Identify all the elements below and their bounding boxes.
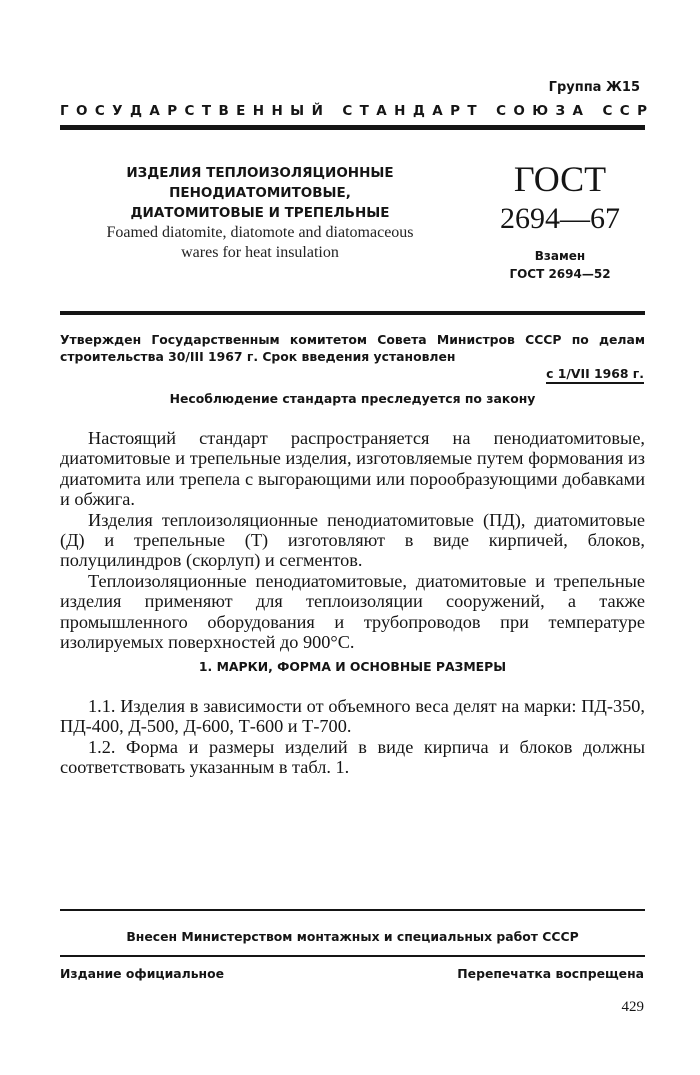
title-line-ru: ПЕНОДИАТОМИТОВЫЕ,: [169, 185, 351, 201]
section-body: [60, 696, 645, 778]
replaces-label: Взамен: [534, 249, 586, 263]
gost-label: ГОСТ: [513, 159, 607, 199]
title-line-ru: ИЗДЕЛИЯ ТЕПЛОИЗОЛЯЦИОННЫЕ: [126, 165, 394, 181]
title-block: [60, 163, 460, 263]
replaces-standard: ГОСТ 2694—52: [509, 267, 611, 281]
approval-text: Утвержден Государственным комитетом Совета Министров СССР по делам строительства 30/III 1967 г. Срок введения установлен: [60, 332, 645, 364]
paragraph: 1.1. Изделия в зависимости от объемного веса делят на марки: ПД-350, ПД-400, Д-500, Д-600, Т-600 и Т-700.: [60, 696, 645, 737]
reprint-notice: Перепечатка воспрещена: [457, 966, 644, 981]
footer-rule: [60, 955, 645, 957]
intro-section: [60, 428, 645, 652]
legal-warning: Несоблюдение стандарта преследуется по закону: [169, 391, 536, 406]
section-heading: 1. МАРКИ, ФОРМА И ОСНОВНЫЕ РАЗМЕРЫ: [198, 659, 507, 674]
title-line-en: Foamed diatomite, diatomote and diatomaceous: [106, 224, 414, 241]
title-line-ru: ДИАТОМИТОВЫЕ И ТРЕПЕЛЬНЫЕ: [130, 205, 390, 221]
paragraph: Теплоизоляционные пенодиатомитовые, диатомитовые и трепельные изделия применяют для теплоизоляции сооружений, а также промышленного оборудования и трубопроводов при температуре изолируемых поверхностей до 900°С.: [60, 570, 645, 653]
header-rule: [60, 125, 645, 130]
effective-date: с 1/VII 1968 г.: [546, 366, 644, 384]
paragraph: Настоящий стандарт распространяется на пенодиатомитовые, диатомитовые и трепельные изделия, изготовляемые путем формования из диатомита или трепела с выгорающими или порообразующими добавками и обжига.: [60, 428, 645, 510]
introduced-by: Внесен Министерством монтажных и специальных работ СССР: [126, 929, 579, 944]
gost-number: 2694—67: [500, 202, 620, 235]
title-line-en: wares for heat insulation: [181, 244, 339, 261]
title-rule: [60, 311, 645, 315]
gost-block: [470, 158, 650, 284]
page-number: 429: [621, 999, 644, 1015]
official-edition: Издание официальное: [60, 966, 225, 981]
paragraph: 1.2. Форма и размеры изделий в виде кирпича и блоков должны соответствовать указанным в табл. 1.: [60, 736, 645, 778]
standard-banner: ГОСУДАРСТВЕННЫЙ СТАНДАРТ СОЮЗА ССР: [60, 103, 655, 119]
group-label: Группа Ж15: [548, 80, 640, 95]
footer-rule: [60, 909, 645, 911]
paragraph: Изделия теплоизоляционные пенодиатомитовые (ПД), диатомитовые (Д) и трепельные (Т) изготовляют в виде кирпичей, блоков, полуцилиндров (скорлуп) и сегментов.: [60, 509, 645, 571]
